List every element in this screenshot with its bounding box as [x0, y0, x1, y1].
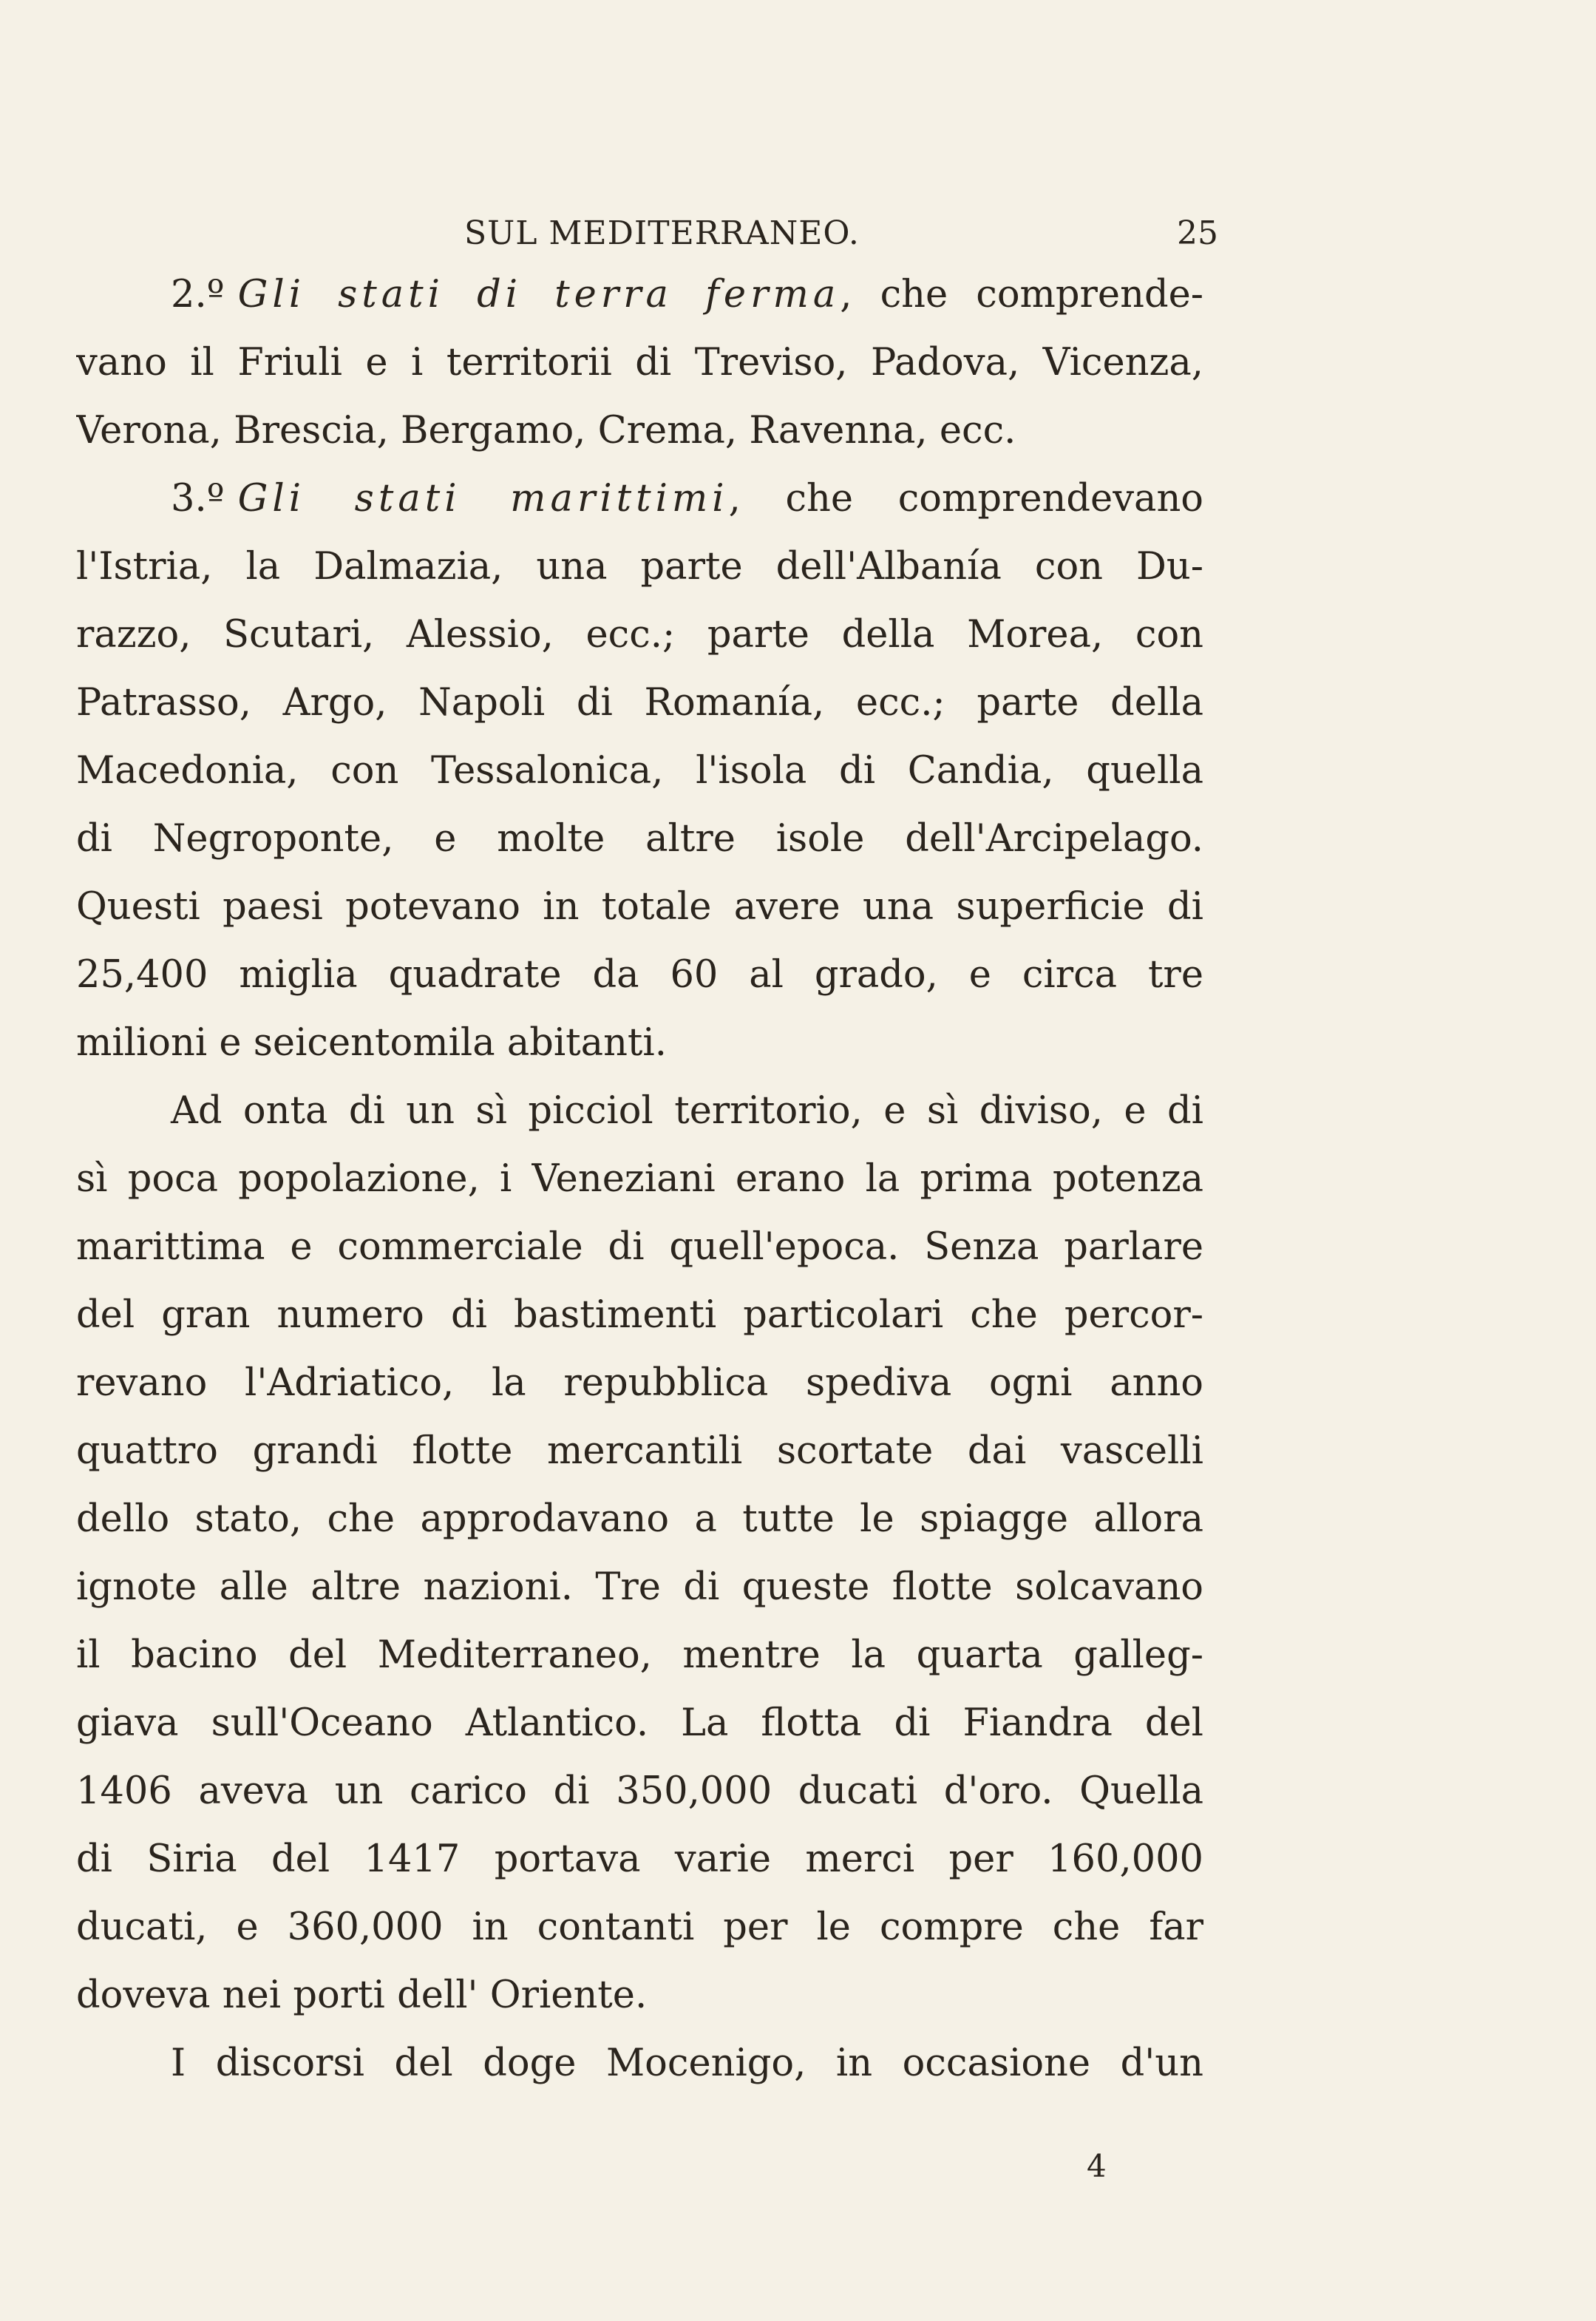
text-line: revano l'Adriatico, la repubblica spediva ogni anno — [76, 1361, 1203, 1405]
text-line: doveva nei porti dell' Oriente. — [76, 1973, 648, 2017]
page-number: 25 — [1177, 214, 1218, 252]
text-line: Patrasso, Argo, Napoli di Romanía, ecc.; parte della — [76, 681, 1203, 725]
text-line: I discorsi del doge Mocenigo, in occasione d'un — [171, 2042, 1203, 2085]
text-line: dello stato, che approdavano a tutte le spiagge allora — [76, 1497, 1203, 1541]
text-line: Ad onta di un sì picciol territorio, e sì diviso, e di — [171, 1089, 1203, 1133]
text-span: , che comprende- — [840, 273, 1203, 316]
text-line: il bacino del Mediterraneo, mentre la quarta galleg- — [76, 1633, 1203, 1677]
text-line: di Negroponte, e molte altre isole dell'Arcipelago. — [76, 817, 1203, 861]
text-line — [76, 465, 1203, 533]
text-line: razzo, Scutari, Alessio, ecc.; parte della Morea, con — [76, 613, 1203, 657]
signature-mark: 4 — [1087, 2148, 1107, 2184]
text-line: del gran numero di bastimenti particolari che percor- — [76, 1293, 1203, 1337]
italic-heading: Gli stati marittimi — [237, 477, 729, 521]
text-line: ignote alle altre nazioni. Tre di queste flotte solcavano — [76, 1565, 1203, 1609]
text-line: ducati, e 360,000 in contanti per le compre che far — [76, 1905, 1203, 1949]
text-line: Verona, Brescia, Bergamo, Crema, Ravenna, ecc. — [76, 409, 1016, 453]
text-line: vano il Friuli e i territorii di Treviso, Padova, Vicenza, — [76, 341, 1203, 384]
running-header — [464, 211, 1218, 256]
text-line: Questi paesi potevano in totale avere una superficie di — [76, 885, 1203, 929]
text-line: 1406 aveva un carico di 350,000 ducati d'oro. Quella — [76, 1769, 1203, 1813]
text-line: 25,400 miglia quadrate da 60 al grado, e circa tre — [76, 953, 1203, 997]
text-line: milioni e seicentomila abitanti. — [76, 1021, 667, 1065]
text-line: di Siria del 1417 portava varie merci per 160,000 — [76, 1837, 1203, 1881]
text-line: Macedonia, con Tessalonica, l'isola di Candia, quella — [76, 749, 1203, 793]
text-line: quattro grandi flotte mercantili scortate dai vascelli — [76, 1429, 1203, 1473]
italic-heading: Gli stati di terra ferma — [237, 273, 841, 316]
text-line: l'Istria, la Dalmazia, una parte dell'Albanía con Du- — [76, 545, 1203, 589]
text-line — [76, 261, 1203, 329]
text-line: marittima e commerciale di quell'epoca. Senza parlare — [76, 1225, 1203, 1269]
page-body — [76, 261, 1203, 2098]
text-line: giava sull'Oceano Atlantico. La flotta di Fiandra del — [76, 1701, 1203, 1745]
item-label: 2.º — [171, 273, 225, 316]
item-label: 3.º — [171, 477, 225, 521]
running-title: SUL MEDITERRANEO. — [464, 214, 860, 252]
text-line: sì poca popolazione, i Veneziani erano la prima potenza — [76, 1157, 1203, 1201]
text-span: , che comprendevano — [728, 477, 1203, 521]
